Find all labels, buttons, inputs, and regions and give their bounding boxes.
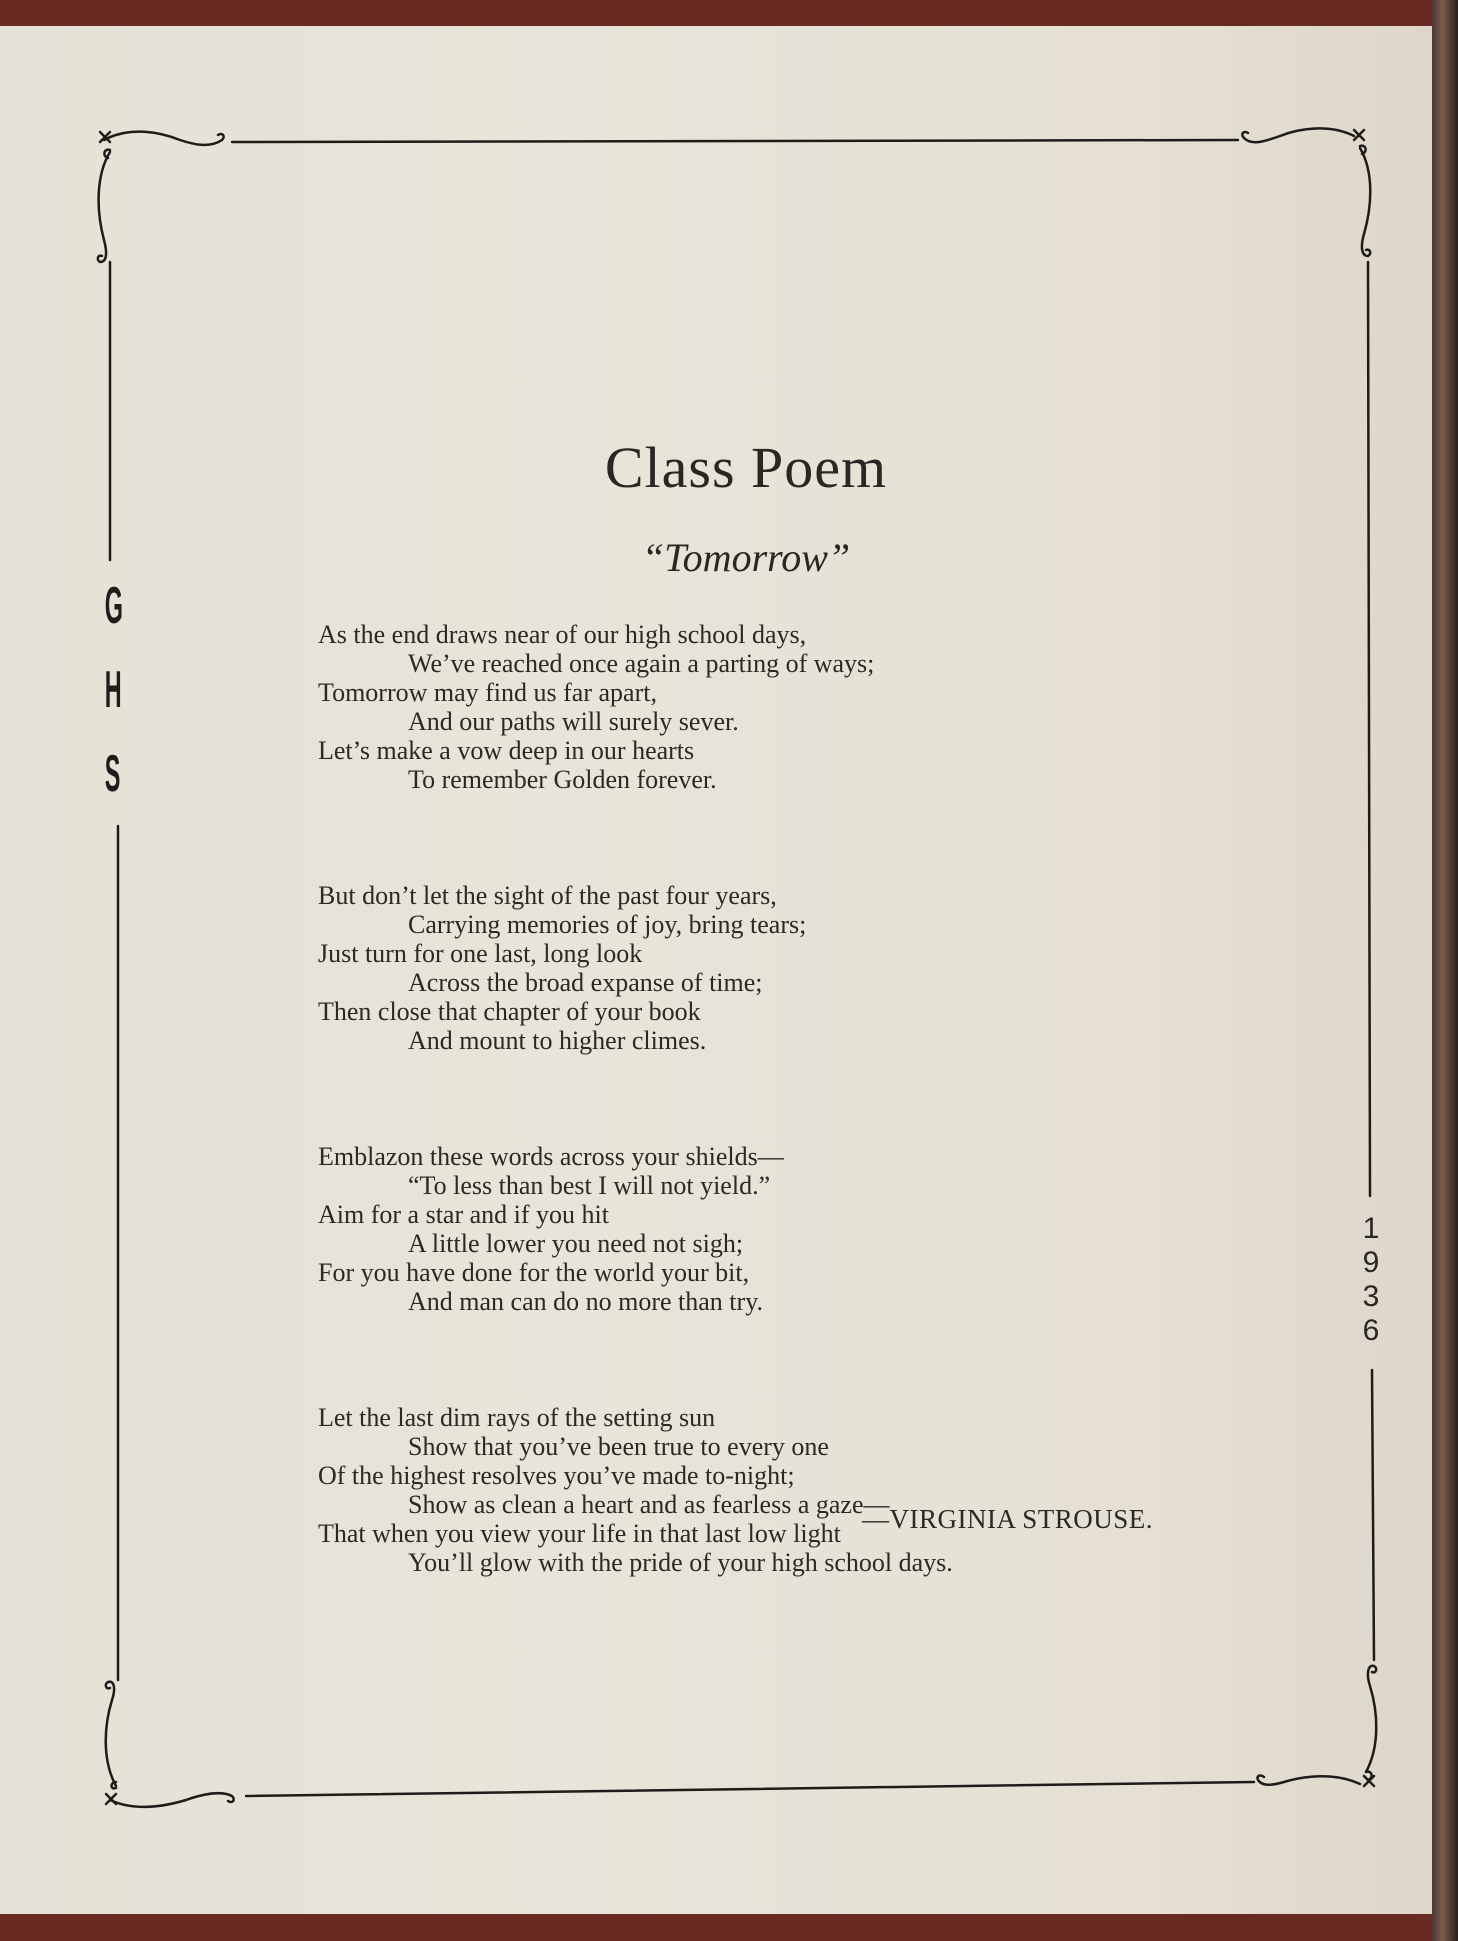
poem-line: You’ll glow with the pride of your high school days. [408,1548,953,1577]
poem-line: Show that you’ve been true to every one [408,1432,829,1461]
poem-stanza [318,1403,1218,1577]
poem-line: And mount to higher climes. [408,1026,707,1055]
poem-line: Carrying memories of joy, bring tears; [408,910,807,939]
side-letters-ghs [96,577,128,832]
side-letter-g: G [104,577,124,635]
poem-line: And our paths will surely sever. [408,707,739,736]
poem-stanza [318,881,1218,1055]
poem-line: To remember Golden forever. [408,765,717,794]
year-digit-3: 3 [1362,1280,1380,1313]
poem-line: Just turn for one last, long look [318,939,643,968]
poem-line: Emblazon these words across your shields— [318,1142,784,1171]
poem-line: Let’s make a vow deep in our hearts [318,736,695,765]
poem-line: That when you view your life in that last low light [318,1519,841,1548]
poem-stanza [318,1142,1218,1316]
poem-line: For you have done for the world your bit, [318,1258,750,1287]
ornament-top-left [98,132,224,262]
border-bottom-line [246,1782,1254,1796]
poem-stanza [318,620,1218,794]
year-digit-4: 6 [1362,1314,1380,1347]
ornament-bottom-right [1257,1666,1376,1786]
poem-line: We’ve reached once again a parting of ways; [408,649,875,678]
poem-line: “To less than best I will not yield.” [408,1171,771,1200]
border-top-line [232,140,1238,142]
poem-line: Of the highest resolves you’ve made to-night; [318,1461,795,1490]
border-right-line-lower [1372,1370,1374,1660]
poem-line: Then close that chapter of your book [318,997,701,1026]
ornament-top-right [1242,128,1370,256]
poem-line: Tomorrow may find us far apart, [318,678,657,707]
poem-line: Show as clean a heart and as fearless a gaze— [408,1490,890,1519]
ornament-bottom-left [106,1682,234,1807]
side-letter-s: S [104,745,121,803]
poem-line: A little lower you need not sigh; [408,1229,744,1258]
side-year [1356,1212,1386,1348]
page-title: Class Poem [604,435,888,500]
poem-line: But don’t let the sight of the past four years, [318,881,777,910]
poem-author: —VIRGINIA STROUSE. [862,1504,1154,1534]
side-letter-h: H [104,661,122,719]
poem-subtitle: “Tomorrow” [641,535,851,580]
year-digit-1: 1 [1362,1212,1380,1245]
poem-line: Across the broad expanse of time; [408,968,763,997]
year-digit-2: 9 [1362,1246,1380,1279]
poem-line: Let the last dim rays of the setting sun [318,1403,716,1432]
poem-line: Aim for a star and if you hit [318,1200,609,1229]
poem-line: As the end draws near of our high school days, [318,620,807,649]
border-right-line-upper [1368,262,1370,1196]
poem-line: And man can do no more than try. [408,1287,763,1316]
